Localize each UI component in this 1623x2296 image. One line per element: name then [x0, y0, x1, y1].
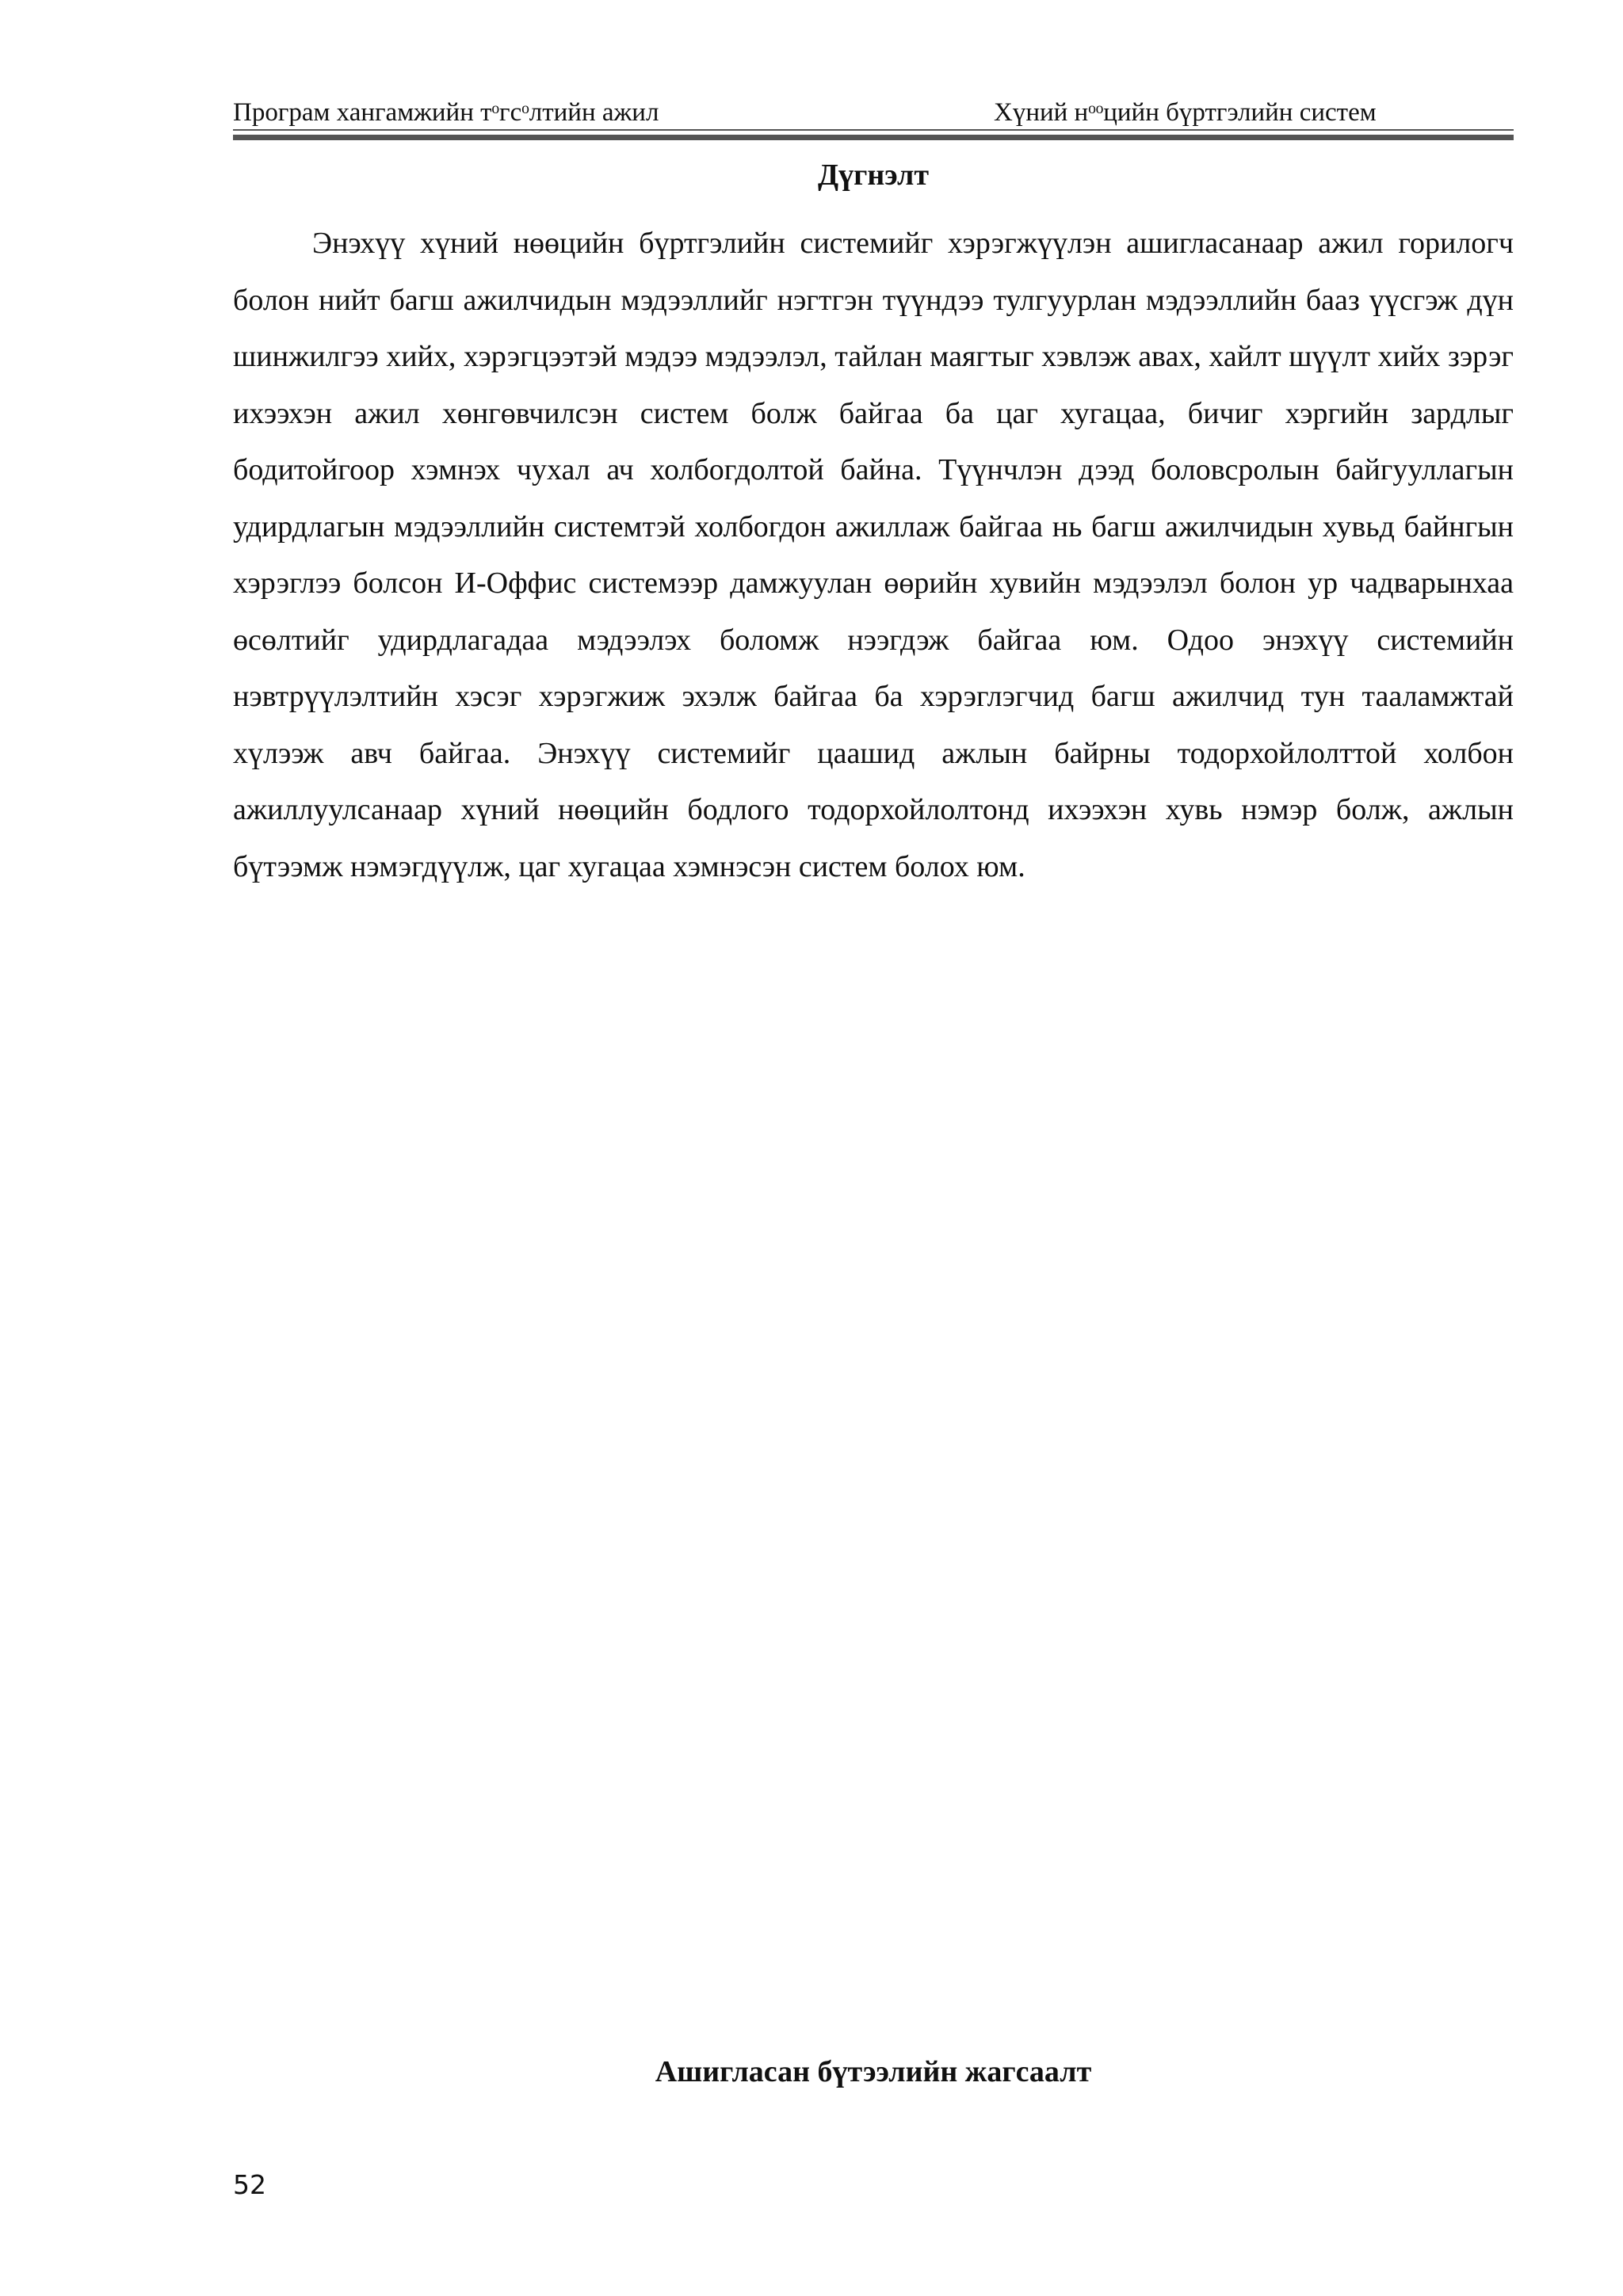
header-rule-thin	[233, 129, 1514, 131]
header-right-text: Хүний нᵒᵒцийн бүртгэлийн систем	[994, 98, 1377, 127]
section-title: Дүгнэлт	[817, 158, 929, 192]
header-left-text: Програм хангамжийн тᵒгсᵒлтийн ажил	[233, 98, 659, 127]
next-section-title: Ашигласан бүтээлийн жагсаалт	[655, 2055, 1092, 2088]
page-number: 52	[233, 2169, 266, 2200]
section-body-paragraph: Энэхүү хүний нөөцийн бүртгэлийн системийг хэрэгжүүлэн ашигласанаар ажил горилогч болон нийт багш ажилчидын мэдээллийг нэгтгэн түүндээ тулгуурлан мэдээллийн бааз үүсгэж дүн шинжилгээ хийх, хэрэгцээтэй мэдээ мэдээлэл, тайлан маягтыг хэвлэж авах, хайлт шүүлт хийх зэрэг ихээхэн ажил хөнгөвчилсэн систем болж байгаа ба цаг хугацаа, бичиг хэргийн зардлыг бодитойгоор хэмнэх чухал ач холбогдолтой байна. Түүнчлэн дээд боловсролын байгууллагын удирдлагын мэдээллийн системтэй холбогдон ажиллаж байгаа нь багш ажилчидын хувьд байнгын хэрэглээ болсон И-Оффис системээр дамжуулан өөрийн хувийн мэдээлэл болон ур чадварынхаа өсөлтийг удирдлагадаа мэдээлэх боломж нээгдэж байгаа юм. Одоо энэхүү системийн нэвтрүүлэлтийн хэсэг хэрэгжиж эхэлж байгаа ба хэрэглэгчид багш ажилчид тун тааламжтай хүлээж авч байгаа. Энэхүү системийг цаашид ажлын байрны тодорхойлолттой холбон ажиллуулсанаар хүний нөөцийн бодлого тодорхойлолтонд ихээхэн хувь нэмэр болж, ажлын бүтээмж нэмэгдүүлж, цаг хугацаа хэмнэсэн систем болох юм.	[233, 227, 1514, 883]
header-rule-thick	[233, 135, 1514, 140]
running-header	[233, 93, 1514, 132]
